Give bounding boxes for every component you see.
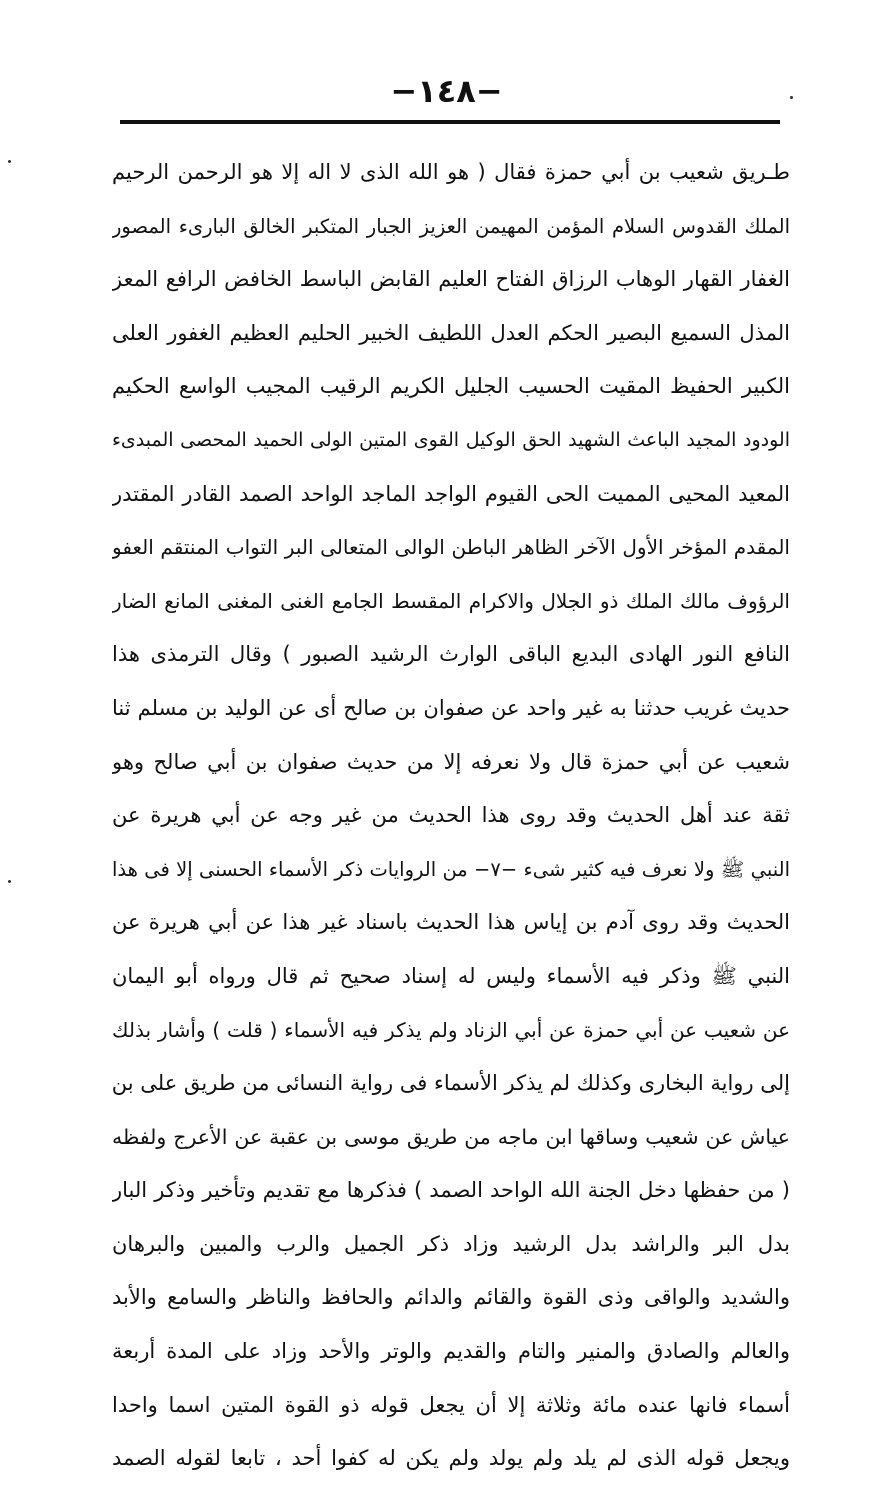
text-line: أسماء فانها عنده مائة وثلاثة إلا أن يجعل قوله ذو القوة المتين اسما واحدا — [112, 1392, 790, 1417]
header-rule — [120, 120, 780, 124]
text-line: ثقة عند أهل الحديث وقد روى هذا الحديث من غير وجه عن أبي هريرة عن — [112, 803, 790, 828]
scan-speck — [8, 160, 11, 163]
text-line: الودود المجيد الباعث الشهيد الحق الوكيل القوى المتين الولى الحميد المحصى المبدىء — [112, 428, 790, 451]
scan-speck — [790, 96, 793, 99]
page-number: −١٤٨− — [390, 72, 503, 110]
text-line: المقدم المؤخر الأول الآخر الظاهر الباطن الوالى المتعالى البر التواب المنتقم العفو — [112, 535, 790, 560]
text-line: إلى رواية البخارى وكذلك لم يذكر الأسماء فى رواية النسائى من طريق على بن — [112, 1071, 790, 1096]
text-line: النبي ﷺ ولا نعرف فيه كثير شىء −٧− من الروايات ذكر الأسماء الحسنى إلا فى هذا — [112, 857, 790, 881]
text-line: الغفار القهار الوهاب الرزاق الفتاح العليم القابض الباسط الخافض الرافع المعز — [112, 267, 790, 292]
page-body — [112, 146, 790, 1486]
text-line: والشديد والواقى وذى القوة والقائم والدائم والحافظ والناظر والسامع والأبد — [112, 1285, 790, 1310]
text-line: شعيب عن أبي حمزة قال ولا نعرفه إلا من حديث صفوان بن أبي صالح وهو — [112, 749, 790, 774]
text-line: طـريق شعيب بن أبي حمزة فقال ( هو الله الذى لا اله إلا هو الرحمن الرحيم — [112, 160, 790, 184]
text-line: النبي ﷺ وذكر فيه الأسماء وليس له إسناد صحيح ثم قال ورواه أبو اليمان — [112, 963, 790, 988]
text-line: الكبير الحفيظ المقيت الحسيب الجليل الكريم الرقيب المجيب الواسع الحكيم — [112, 374, 790, 399]
text-line: الحديث وقد روى آدم بن إياس هذا الحديث باسناد غير هذا عن أبي هريرة عن — [112, 910, 790, 935]
text-line: بدل البر والراشد بدل الرشيد وزاد ذكر الجميل والرب والمبين والبرهان — [112, 1231, 790, 1256]
text-line: النافع النور الهادى البديع الباقى الوارث الرشيد الصبور ) وقال الترمذى هذا — [112, 642, 790, 667]
text-line: الرؤوف مالك الملك ذو الجلال والاكرام المقسط الجامع الغنى المغنى المانع الضار — [112, 588, 790, 613]
text-line: ويجعل قوله الذى لم يلد ولم يولد ولم يكن له كفوا أحد ، تابعا لقوله الصمد — [112, 1446, 790, 1471]
text-line: المعيد المحيى المميت الحى القيوم الواجد الماجد الواحد الصمد القادر المقتدر — [112, 481, 790, 506]
text-line: عن شعيب عن أبي حمزة عن أبي الزناد ولم يذكر فيه الأسماء ( قلت ) وأشار بذلك — [112, 1017, 790, 1042]
scan-speck — [8, 880, 11, 883]
text-line: المذل السميع البصير الحكم العدل اللطيف الخبير الحليم العظيم الغفور العلى — [112, 320, 790, 345]
text-line: ( من حفظها دخل الجنة الله الواحد الصمد ) فذكرها مع تقديم وتأخير وذكر البار — [112, 1178, 790, 1203]
text-line: والعالم والصادق والمنير والتام والقديم والوتر والأحد وزاد على المدة أربعة — [112, 1339, 790, 1364]
text-line: حديث غريب حدثنا به غير واحد عن صفوان بن صالح أى عن الوليد بن مسلم ثنا — [112, 695, 790, 720]
text-line: عياش عن شعيب وساقها ابن ماجه من طريق موسى بن عقبة عن الأعرج ولفظه — [112, 1124, 790, 1149]
text-line: الملك القدوس السلام المؤمن المهيمن العزيز الجبار المتكبر الخالق البارىء المصور — [112, 214, 790, 238]
